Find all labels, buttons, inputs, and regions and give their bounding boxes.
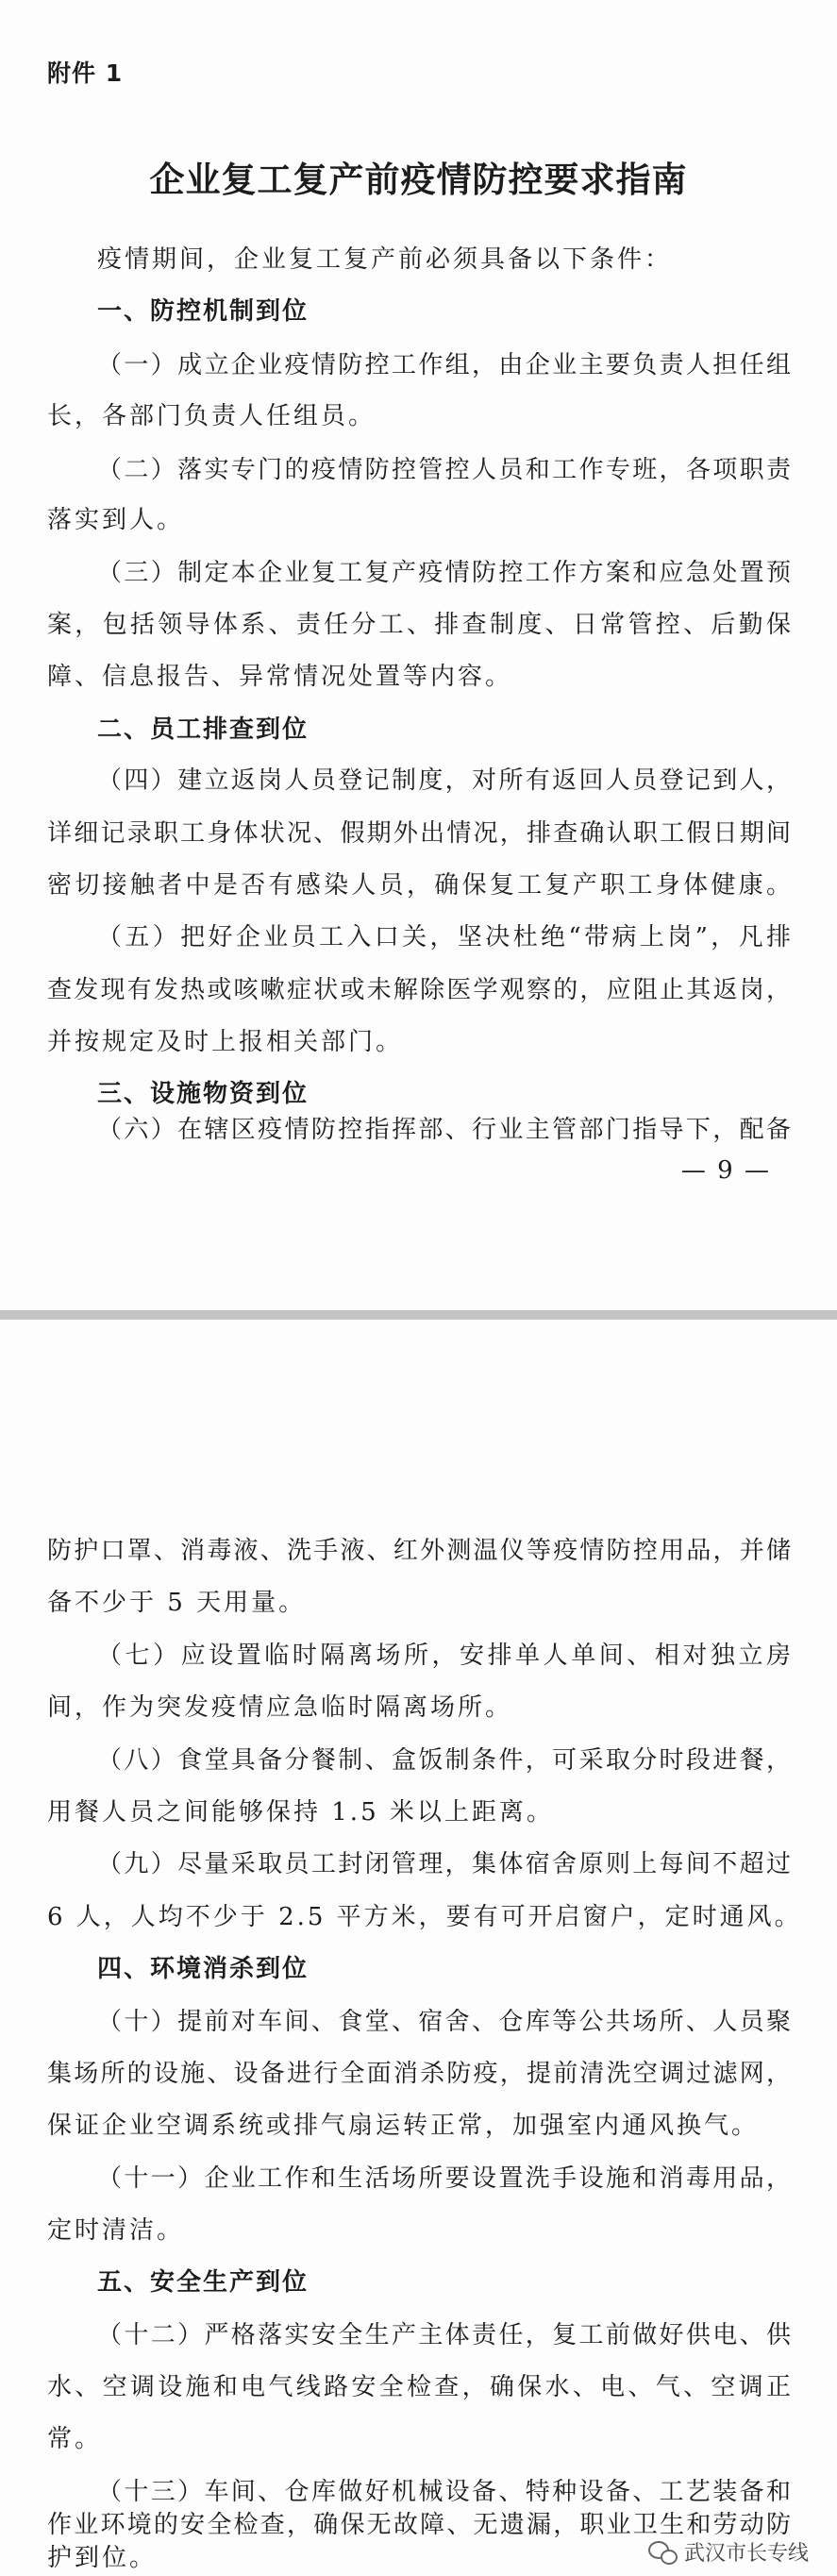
- paragraph-line: 6 人，人均不少于 2.5 平方米，要有可开启窗户，定时通风。: [47, 1903, 802, 1931]
- paragraph-line: （七）应设置临时隔离场所，安排单人单间、相对独立房: [97, 1642, 793, 1670]
- paragraph-line: （八）食堂具备分餐制、盒饭制条件，可采取分时段进餐，: [97, 1746, 793, 1775]
- paragraph-line: （五）把好企业员工入口关，坚决杜绝“带病上岗”，凡排: [97, 923, 793, 951]
- paragraph-line: 集场所的设施、设备进行全面消杀防疫，提前清洗空调过滤网，: [47, 2060, 793, 2088]
- document-page-2: [0, 1320, 837, 2576]
- wechat-icon: [648, 2541, 677, 2564]
- paragraph-line: 障、信息报告、异常情况处置等内容。: [47, 663, 513, 691]
- paragraph-line: 详细记录职工身体状况、假期外出情况，排查确认职工假日期间: [47, 819, 793, 848]
- paragraph-line: 用餐人员之间能够保持 1.5 米以上距离。: [47, 1798, 554, 1827]
- paragraph-line: （六）在辖区疫情防控指挥部、行业主管部门指导下，配备: [97, 1116, 793, 1144]
- section-heading-5: 五、安全生产到位: [97, 2268, 310, 2297]
- paragraph-line: 密切接触者中是否有感染人员，确保复工复产职工身体健康。: [47, 871, 793, 900]
- paragraph-line: 案，包括领导体系、责任分工、排查制度、日常管控、后勤保: [47, 611, 793, 639]
- paragraph-line: （三）制定本企业复工复产疫情防控工作方案和应急处置预: [97, 559, 793, 587]
- paragraph-line: 保证企业空调系统或排气扇运转正常，加强室内通风换气。: [47, 2112, 760, 2140]
- paragraph-line: 作业环境的安全检查，确保无故障、无遗漏，职业卫生和劳动防: [47, 2511, 793, 2539]
- paragraph-line: 防护口罩、消毒液、洗手液、红外测温仪等疫情防控用品，并储: [47, 1537, 793, 1565]
- paragraph-line: 水、空调设施和电气线路安全检查，确保水、电、气、空调正: [47, 2373, 793, 2401]
- intro-text: 疫情期间，企业复工复产前必须具备以下条件：: [97, 245, 673, 274]
- section-heading-2: 二、员工排查到位: [97, 716, 310, 744]
- page-number: — 9 —: [680, 1156, 771, 1185]
- paragraph-line: （十）提前对车间、食堂、宿舍、仓库等公共场所、人员聚: [97, 2008, 793, 2036]
- paragraph-line: （十二）严格落实安全生产主体责任，复工前做好供电、供: [97, 2321, 793, 2349]
- watermark: [648, 2537, 809, 2567]
- paragraph-line: （十一）企业工作和生活场所要设置洗手设施和消毒用品，: [97, 2164, 793, 2193]
- paragraph-line: 并按规定及时上报相关部门。: [47, 1028, 404, 1056]
- paragraph-line: 常。: [47, 2425, 103, 2453]
- section-heading-4: 四、环境消杀到位: [97, 1955, 310, 1983]
- paragraph-line: 护到位。: [47, 2544, 158, 2572]
- section-heading-3: 三、设施物资到位: [97, 1080, 310, 1108]
- paragraph-line: 定时清洁。: [47, 2216, 185, 2245]
- paragraph-line: 备不少于 5 天用量。: [47, 1589, 307, 1617]
- paragraph-line: （一）成立企业疫情防控工作组，由企业主要负责人担任组: [97, 351, 793, 379]
- paragraph-line: 查发现有发热或咳嗽症状或未解除医学观察的，应阻止其返岗，: [47, 976, 793, 1004]
- paragraph-line: 间，作为突发疫情应急临时隔离场所。: [47, 1693, 513, 1722]
- paragraph-line: （二）落实专门的疫情防控管控人员和工作专班，各项职责: [97, 456, 793, 484]
- paragraph-line: （四）建立返岗人员登记制度，对所有返回人员登记到人，: [97, 766, 793, 795]
- attachment-label: 附件 1: [47, 59, 124, 87]
- section-heading-1: 一、防控机制到位: [97, 297, 310, 326]
- paragraph-line: 落实到人。: [47, 506, 185, 534]
- paragraph-line: （十三）车间、仓库做好机械设备、特种设备、工艺装备和: [97, 2478, 793, 2506]
- document-title: 企业复工复产前疫情防控要求指南: [149, 159, 688, 200]
- watermark-text: 武汉市长专线: [683, 2542, 809, 2566]
- paragraph-line: （九）尽量采取员工封闭管理，集体宿舍原则上每间不超过: [97, 1850, 793, 1878]
- paragraph-line: 长，各部门负责人任组员。: [47, 402, 377, 430]
- page-separator: [0, 1310, 837, 1320]
